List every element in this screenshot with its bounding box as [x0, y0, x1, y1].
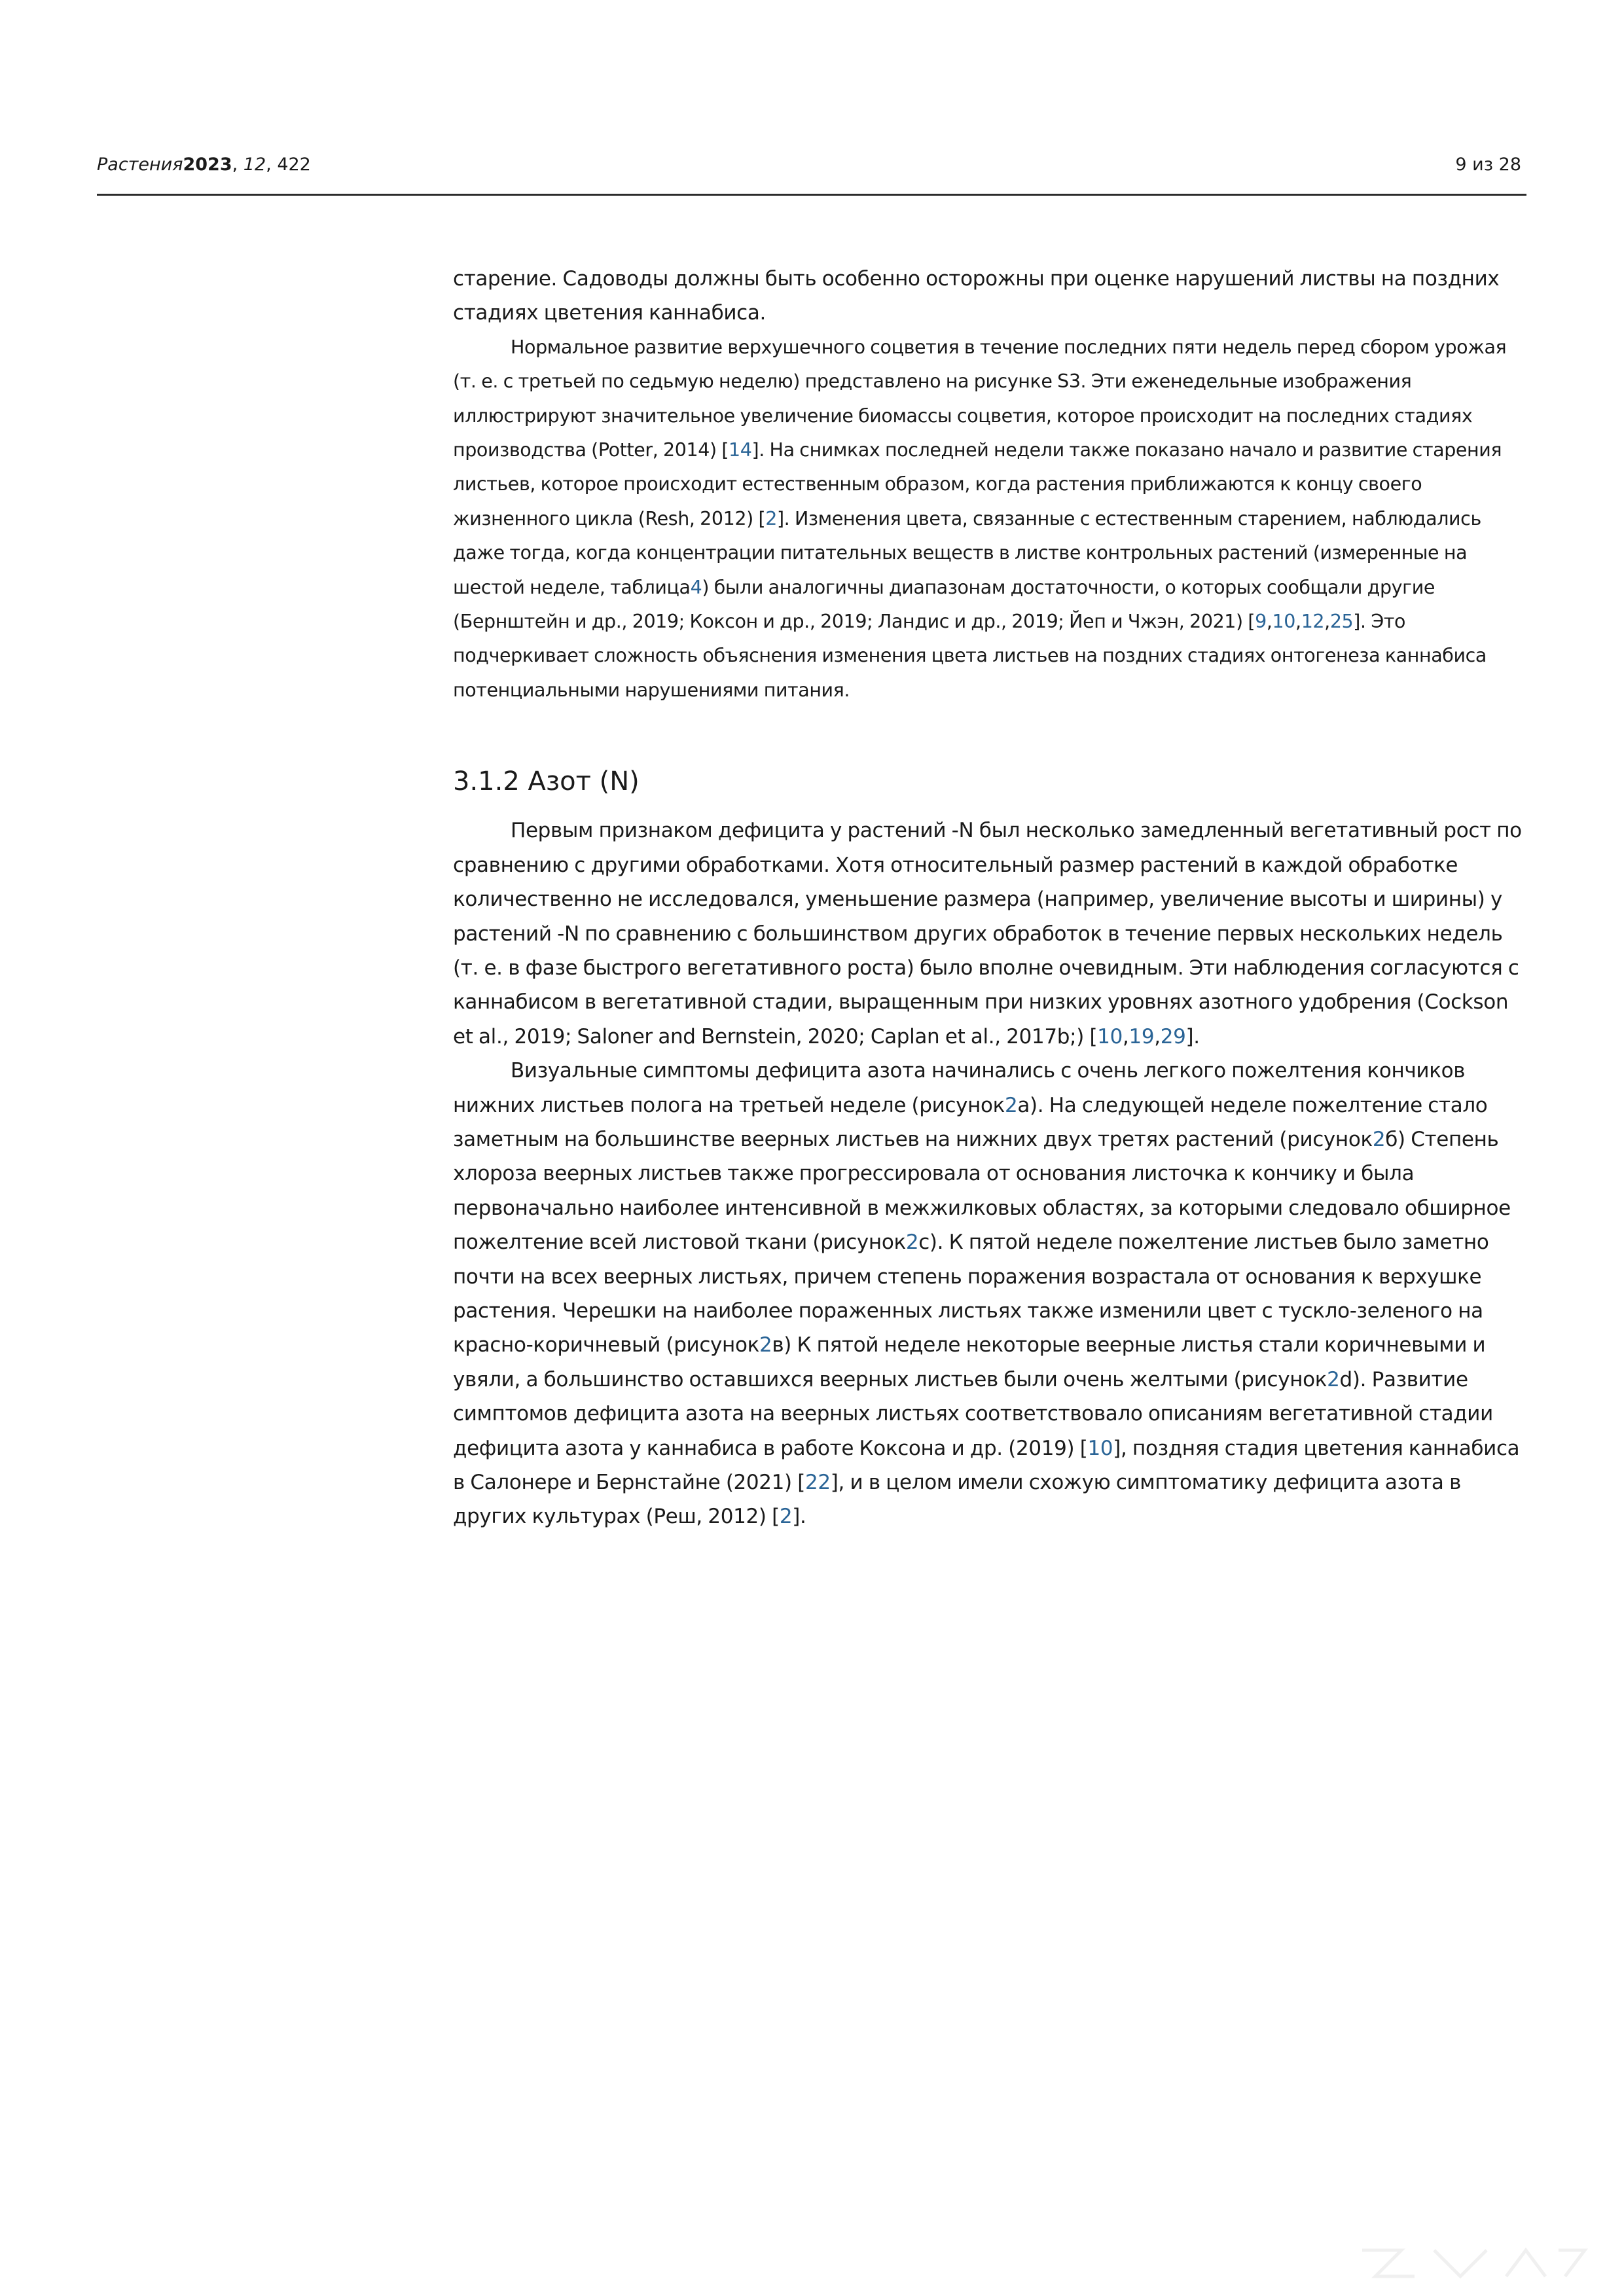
citation-link[interactable]: 9 [1255, 611, 1267, 633]
paragraph-text: в) К пятой неделе некоторые веерные листья стали коричневыми и увяли, а большинство оставшихся веерных листьев были очень желтыми (рисунок [453, 1333, 1486, 1391]
paragraph-text: ]. [792, 1505, 806, 1529]
citation-link[interactable]: 14 [729, 439, 752, 461]
citation-link[interactable]: 19 [1128, 1024, 1155, 1049]
paragraph-text: Нормальное развитие верхушечного соцветия в течение последних пяти недель перед сбором урожая (т. е. с третьей по седьмую неделю) представлено на рисунке S3. Эти еженедельные изображения иллюстрируют значительное увеличение биомассы соцветия, которое происходит на последних стадиях производства (Potter, 2014) [ [453, 336, 1507, 461]
article-number: 422 [277, 154, 311, 175]
paragraph-text: ]. [1185, 1024, 1200, 1049]
figure-link[interactable]: 2 [1372, 1127, 1386, 1151]
page-number: 9 из 28 [1455, 154, 1521, 175]
citation-link[interactable]: 2 [779, 1505, 793, 1529]
citation-separator: , [1122, 1024, 1129, 1049]
citation-link[interactable]: 29 [1160, 1024, 1186, 1049]
journal-year: 2023 [183, 154, 232, 175]
citation-separator: , [1324, 611, 1330, 633]
paragraph-text: с). К пятой неделе пожелтение листьев было заметно почти на всех веерных листьях, причем степень поражения возрастала от основания к верхушке растения. Черешки на наиболее пораженных листьях также изменили цвет с тускло-зеленого на красно-коричневый (рисунок [453, 1230, 1489, 1357]
paragraph-text: старение. Садоводы должны быть особенно осторожны при оценке нарушений листвы на поздних стадиях цветения каннабиса. [453, 267, 1500, 325]
watermark-graphic [1349, 2244, 1598, 2283]
figure-link[interactable]: 2 [759, 1333, 772, 1357]
paragraph-text: ], и в целом имели схожую симптоматику дефицита азота в других культурах (Реш, 2012) [ [453, 1471, 1461, 1529]
citation-link[interactable]: 10 [1272, 611, 1296, 633]
figure-link[interactable]: 2 [905, 1230, 919, 1255]
journal-volume: 12 [243, 154, 266, 175]
citation-link[interactable]: 12 [1301, 611, 1325, 633]
citation-separator: , [1266, 611, 1272, 633]
paragraph-text: Визуальные симптомы дефицита азота начинались с очень легкого пожелтения кончиков нижних листьев полога на третьей неделе (рисунок [453, 1059, 1466, 1117]
citation-link[interactable]: 25 [1329, 611, 1354, 633]
paragraph-text: ) были аналогичны диапазонам достаточности, о которых сообщали другие (Бернштейн и др., 2019; Коксон и др., 2019; Ландис и др., 2019; Йеп и Чжэн, 2021) [ [453, 576, 1435, 633]
journal-name: Растения [97, 154, 183, 175]
page-header [97, 149, 1526, 196]
section-heading: 3.1.2 Азот (N) [453, 766, 640, 797]
paragraph-text: ]. На снимках последней недели также показано начало и развитие старения листьев, которое происходит естественным образом, когда растения приближаются к концу своего жизненного цикла (Resh, 2012) [ [453, 439, 1502, 529]
main-text [453, 262, 1533, 1534]
citation-link[interactable]: 22 [805, 1471, 831, 1494]
paragraph-symptoms [453, 1054, 1533, 1534]
paragraph-continued [453, 262, 1533, 331]
paragraph-text: ], поздняя стадия цветения каннабиса в Салонере и Бернстайне (2021) [ [453, 1436, 1520, 1494]
paragraph-text: d). Развитие симптомов дефицита азота на веерных листьях соответствовало описаниям вегетативной стадии дефицита азота у каннабиса в работе Коксона и др. (2019) [ [453, 1367, 1493, 1460]
paragraph-text: б) Степень хлороза веерных листьев также прогрессировала от основания листочка к кончику и была первоначально наиболее интенсивной в межжилковых областях, за которыми следовало обширное пожелтение всей листовой ткани (рисунок [453, 1127, 1511, 1255]
paragraph-text: Первым признаком дефицита у растений -N был несколько замедленный вегетативный рост по сравнению с другими обработками. Хотя относительный размер растений в каждой обработке количественно не исследовался, уменьшение размера (например, увеличение высоты и ширины) у растений -N по сравнению с большинством других обработок в течение первых нескольких недель (т. е. в фазе быстрого вегетативного роста) было вполне очевидным. Эти наблюдения согласуются с каннабисом в вегетативной стадии, выращенным при низких уровнях азотного удобрения (Cockson et al., 2019; Saloner and Bernstein, 2020; Caplan et al., 2017b;) [ [453, 819, 1522, 1049]
paragraph-text: ]. Изменения цвета, связанные с естественным старением, наблюдались даже тогда, когда концентрации питательных веществ в листве контрольных растений (измеренные на шестой неделе, таблица [453, 507, 1481, 598]
figure-link[interactable]: 2 [1005, 1093, 1018, 1117]
citation-link[interactable]: 2 [765, 507, 777, 529]
table-link[interactable]: 4 [690, 576, 702, 598]
citation-separator: , [1295, 611, 1301, 633]
journal-citation: Растения2023, 12, 422 [97, 154, 311, 175]
citation-link[interactable]: 10 [1097, 1024, 1123, 1049]
paragraph-text: а). На следующей неделе пожелтение стало заметным на большинстве веерных листьев на нижних двух третях растений (рисунок [453, 1093, 1488, 1151]
figure-link[interactable]: 2 [1327, 1367, 1340, 1391]
paragraph-senescence [453, 331, 1533, 708]
paragraph-text: ]. Это подчеркивает сложность объяснения изменения цвета листьев на поздних стадиях онтогенеза каннабиса потенциальными нарушениями питания. [453, 611, 1487, 701]
citation-link[interactable]: 10 [1087, 1436, 1113, 1460]
paragraph-growth [453, 814, 1533, 1054]
citation-separator: , [1154, 1024, 1161, 1049]
